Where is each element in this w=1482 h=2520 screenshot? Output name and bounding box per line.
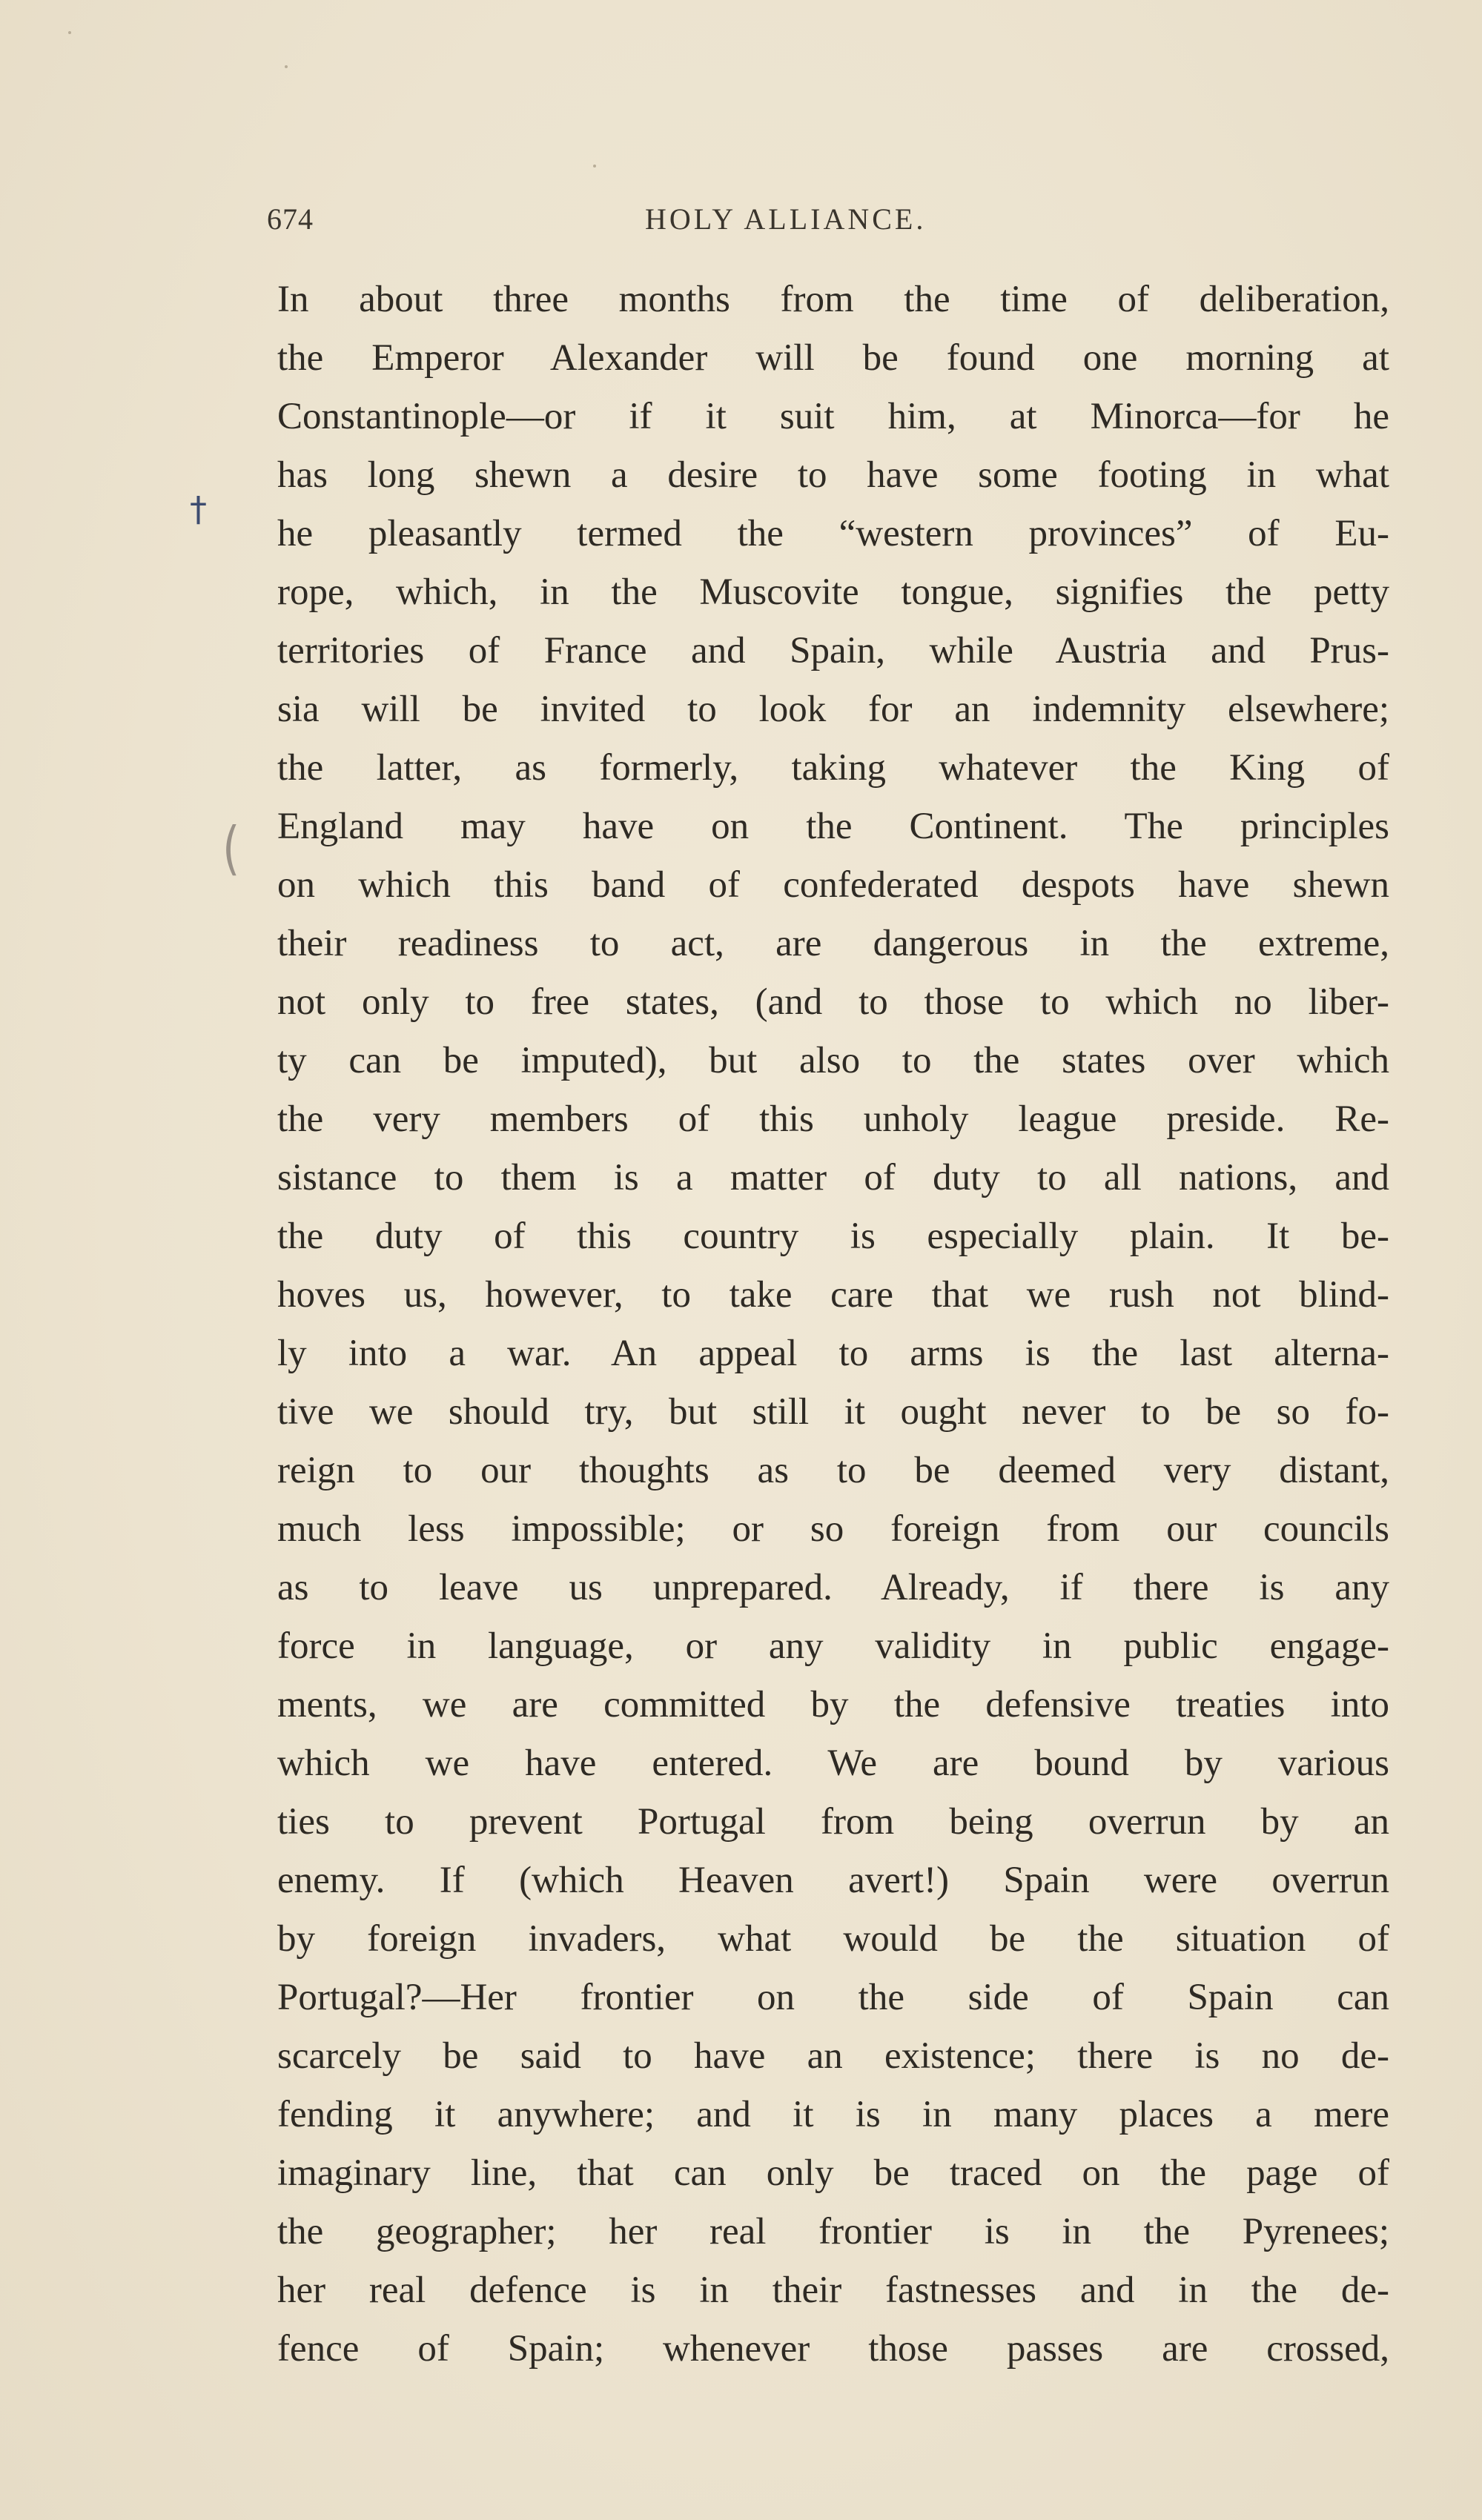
text-line: which we have entered. We are bound by various	[277, 1743, 1389, 1784]
text-line: fending it anywhere; and it is in many places a mere	[277, 2094, 1389, 2135]
text-line: imaginary line, that can only be traced on the page of	[277, 2152, 1389, 2194]
text-line: In about three months from the time of deliberation,	[277, 279, 1389, 320]
text-line: he pleasantly termed the “western provinces” of Eu-	[277, 513, 1389, 554]
text-line: on which this band of confederated despots have shewn	[277, 864, 1389, 906]
text-line: much less impossible; or so foreign from our councils	[277, 1508, 1389, 1550]
text-line: the geographer; her real frontier is in the Pyrenees;	[277, 2211, 1389, 2252]
text-line: as to leave us unprepared. Already, if there is any	[277, 1567, 1389, 1608]
text-line: England may have on the Continent. The principles	[277, 806, 1389, 847]
text-line: the latter, as formerly, taking whatever the King of	[277, 747, 1389, 789]
text-line: force in language, or any validity in public engage-	[277, 1625, 1389, 1667]
text-line: ties to prevent Portugal from being overrun by an	[277, 1801, 1389, 1843]
text-line: reign to our thoughts as to be deemed very distant,	[277, 1450, 1389, 1491]
text-line: territories of France and Spain, while Austria and Prus-	[277, 630, 1389, 672]
text-line: sistance to them is a matter of duty to all nations, and	[277, 1157, 1389, 1198]
text-line: her real defence is in their fastnesses and in the de-	[277, 2269, 1389, 2311]
margin-bracket-mark: (	[222, 815, 240, 883]
paper-speck	[593, 165, 596, 168]
text-line: ly into a war. An appeal to arms is the last alterna-	[277, 1333, 1389, 1374]
text-line: ments, we are committed by the defensive treaties into	[277, 1684, 1389, 1725]
running-title: HOLY ALLIANCE.	[645, 202, 927, 236]
text-line: ty can be imputed), but also to the states over which	[277, 1040, 1389, 1081]
text-line: Portugal?—Her frontier on the side of Spain can	[277, 1977, 1389, 2018]
text-line: their readiness to act, are dangerous in the extreme,	[277, 923, 1389, 964]
text-line: the duty of this country is especially plain. It be-	[277, 1216, 1389, 1257]
text-line: fence of Spain; whenever those passes are crossed,	[277, 2328, 1389, 2370]
text-line: has long shewn a desire to have some footing in what	[277, 454, 1389, 496]
text-line: Constantinople—or if it suit him, at Minorca—for he	[277, 396, 1389, 437]
text-line: the very members of this unholy league preside. Re-	[277, 1098, 1389, 1140]
text-line: scarcely be said to have an existence; there is no de-	[277, 2035, 1389, 2077]
page-number: 674	[267, 202, 314, 236]
paper-speck	[285, 65, 288, 68]
text-line: hoves us, however, to take care that we rush not blind-	[277, 1274, 1389, 1316]
text-line: enemy. If (which Heaven avert!) Spain were overrun	[277, 1860, 1389, 1901]
text-line: tive we should try, but still it ought never to be so fo-	[277, 1391, 1389, 1433]
body-text	[277, 271, 1389, 2378]
margin-annotation-mark: †	[190, 489, 207, 529]
text-line: not only to free states, (and to those to which no liber-	[277, 981, 1389, 1023]
text-line: sia will be invited to look for an indemnity elsewhere;	[277, 689, 1389, 730]
text-line: the Emperor Alexander will be found one morning at	[277, 337, 1389, 379]
text-line: by foreign invaders, what would be the situation of	[277, 1918, 1389, 1960]
paper-speck	[68, 31, 71, 34]
text-line: rope, which, in the Muscovite tongue, signifies the petty	[277, 571, 1389, 613]
page-header	[267, 202, 1379, 253]
